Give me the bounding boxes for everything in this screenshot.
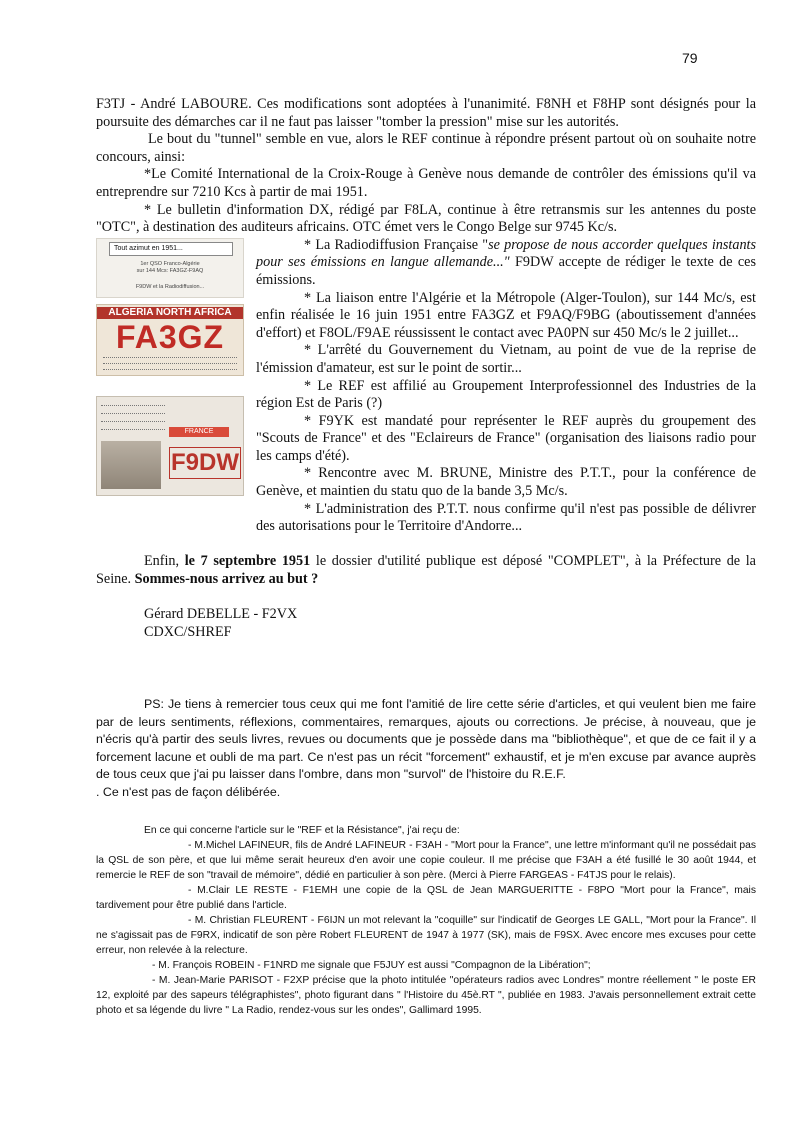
qsl-cards-image (96, 238, 246, 536)
note-item: - M.Michel LAFINEUR, fils de André LAFINEUR - F3AH - "Mort pour la France", une lettre m'informant qu'il ne possédait pas la QSL de son père, et que lui même serait heureux d'en avoir une copie couleur. Il me précise que F3AH a été fusillé le 30 août 1944, et remercie le REF de son "travail de mémoire", dédié en particulier à son père. (Merci à Pierre FARGEAS - F4TJS pour le relais). (96, 840, 756, 881)
qsl-dotted-line (103, 369, 237, 371)
paragraph: Le bout du "tunnel" semble en vue, alors le REF continue à répondre présent partout où on souhaite notre concours, ainsi: (96, 131, 756, 165)
signature-org: CDXC/SHREF (144, 623, 232, 640)
paragraph: F3TJ - André LABOURE. Ces modifications sont adoptées à l'unanimité. F8NH et F8HP sont désignés pour la poursuite des démarches car il ne faut pas laisser "tomber la pression" mise sur les autorités. (96, 96, 756, 130)
qsl-callsign: FA3GZ (115, 318, 225, 355)
paragraph: *Le Comité International de la Croix-Rouge à Genève nous demande de contrôler des émissions qu'il va entreprendre sur 7210 Kcs à partir de mai 1951. (96, 166, 756, 200)
note-intro: En ce qui concerne l'article sur le "REF et la Résistance", j'ai reçu de: (144, 825, 460, 836)
italic-quote: se propose de nous accorder quelques instants pour ses émissions en langue allemande..." (256, 236, 757, 271)
qsl-country-band: ALGERIA NORTH AFRICA (97, 307, 243, 319)
blank-line (96, 589, 756, 607)
paragraph: * La liaison entre l'Algérie et la Métropole (Alger-Toulon), sur 144 Mc/s, est enfin réalisée le 16 juin 1951 entre FA3GZ et F9AQ/F9BG (aboutissement d'années d'effort) et F8OL/F9AE réussissent le contact avec PA0PN sur 450 Mc/s le 2 juillet... (256, 289, 756, 341)
text-span: * La Radiodiffusion Française " (304, 236, 489, 253)
bold-question: Sommes-nous arrivez au but ? (134, 571, 319, 588)
qsl-card-caption (96, 238, 244, 298)
paragraph: * Le bulletin d'information DX, rédigé par F8LA, continue à être retransmis sur les antennes du poste "OTC", à destination des auditeurs africains. OTC émet vers le Congo Belge sur 9745 Kc/s. (96, 201, 756, 236)
bold-date: le 7 septembre 1951 (184, 553, 311, 570)
qsl-caption-line: 1er QSO Franco-Algérie (140, 260, 200, 267)
signature-name: Gérard DEBELLE - F2VX (144, 606, 298, 623)
note-item: - M. François ROBEIN - F1NRD me signale que F5JUY est aussi "Compagnon de la Libération"; (152, 960, 591, 971)
text-span: F9DW accepte de rédiger le texte de ces émissions. (256, 254, 756, 288)
qsl-caption-line: F9DW et la Radiodiffusion... (135, 283, 205, 290)
footnotes (96, 823, 756, 1018)
qsl-callsign: F9DW (169, 447, 241, 479)
building-illustration (101, 441, 161, 489)
postscript (96, 696, 756, 802)
paragraph: . Ce n'est pas de façon délibérée. (96, 784, 281, 799)
qsl-dotted-line (103, 357, 237, 359)
qsl-caption-tab: Tout azimut en 1951... (109, 242, 233, 256)
paragraph: * Le REF est affilié au Groupement Interprofessionnel des Industries de la région Est de Paris (?) (256, 377, 756, 412)
qsl-dotted-line (101, 421, 165, 422)
qsl-card-f9dw (96, 396, 244, 496)
text-span: le dossier d'utilité publique est déposé "COMPLET", à la Préfecture de la Seine. (96, 553, 756, 588)
qsl-dotted-line (103, 363, 237, 365)
paragraph: PS: Je tiens à remercier tous ceux qui me font l'amitié de lire cette série d'articles, et qui veulent bien me faire par de leurs sentiments, réflexions, commentaires, remarques, ajouts ou corrections. Je précise, à nouveau, que je n'écris qu'à partir des seuls livres, revues ou documents que je possède dans ma "bibliothèque", et que de ce fait il y a forcement lacune et oubli de ma part. Ce n'est pas un récit "forcement" exhaustif, et je m'en excuse par avance auprès de tous ceux que j'ai pu laisser dans l'ombre, dans mon "survol" de l'histoire du R.E.F. (96, 697, 756, 782)
blank-line (96, 536, 756, 554)
qsl-card-fa3gz (96, 304, 244, 376)
qsl-country-label: FRANCE (169, 427, 229, 437)
paragraph: * F9YK est mandaté pour représenter le REF auprès du groupement des "Scouts de France" et des "Eclaireurs de France" (organisation des liaisons radio pour les camps d'été). (256, 412, 756, 464)
text-span: Enfin, (144, 553, 185, 570)
qsl-dotted-line (101, 413, 165, 414)
paragraph: * L'arrêté du Gouvernement du Vietnam, au point de vue de la reprise de l'émission d'amateur, est sur le point de sortir... (256, 342, 756, 376)
note-item: - M. Christian FLEURENT - F6IJN un mot relevant la "coquille" sur l'indicatif de Georges LE GALL, "Mort pour la France". Il ne s'agissait pas de F9RX, indicatif de son père Robert FLEURENT de 1947 à 1977 (SK), mais de F9SX. Avec encore mes excuses pour cette erreur, non relevée à la relecture. (96, 915, 756, 956)
paragraph: * Rencontre avec M. BRUNE, Ministre des P.T.T., pour la conférence de Genève, et maintien du statu quo de la bande 3,5 Mc/s. (256, 465, 756, 500)
qsl-caption-line: sur 144 Mcs: FA3GZ-F9AQ (136, 267, 204, 274)
paragraph: * L'administration des P.T.T. nous confirme qu'il n'est pas possible de délivrer des autorisations pour le Territoire d'Andorre... (256, 500, 756, 535)
note-item: - M.Clair LE RESTE - F1EMH une copie de la QSL de Jean MARGUERITTE - F8PO "Mort pour la France", mais tardivement pour être publié dans l'article. (96, 885, 756, 911)
qsl-dotted-line (101, 405, 165, 406)
qsl-dotted-line (101, 429, 165, 430)
paragraph (96, 553, 756, 588)
page-number: 79 (682, 50, 698, 66)
note-item: - M. Jean-Marie PARISOT - F2XP précise que la photo intitulée "opérateurs radios avec Londres" montre réellement " le poste ER 12, exploité par des sapeurs télégraphistes", photo figurant dans " l'Histoire du 45è.RT ", publiée en 1983. J'avais personnellement extrait cette photo et sa légende du livre " La Radio, rendez-vous sur les ondes", Gallimard 1995. (96, 975, 756, 1016)
article-body (96, 96, 756, 641)
